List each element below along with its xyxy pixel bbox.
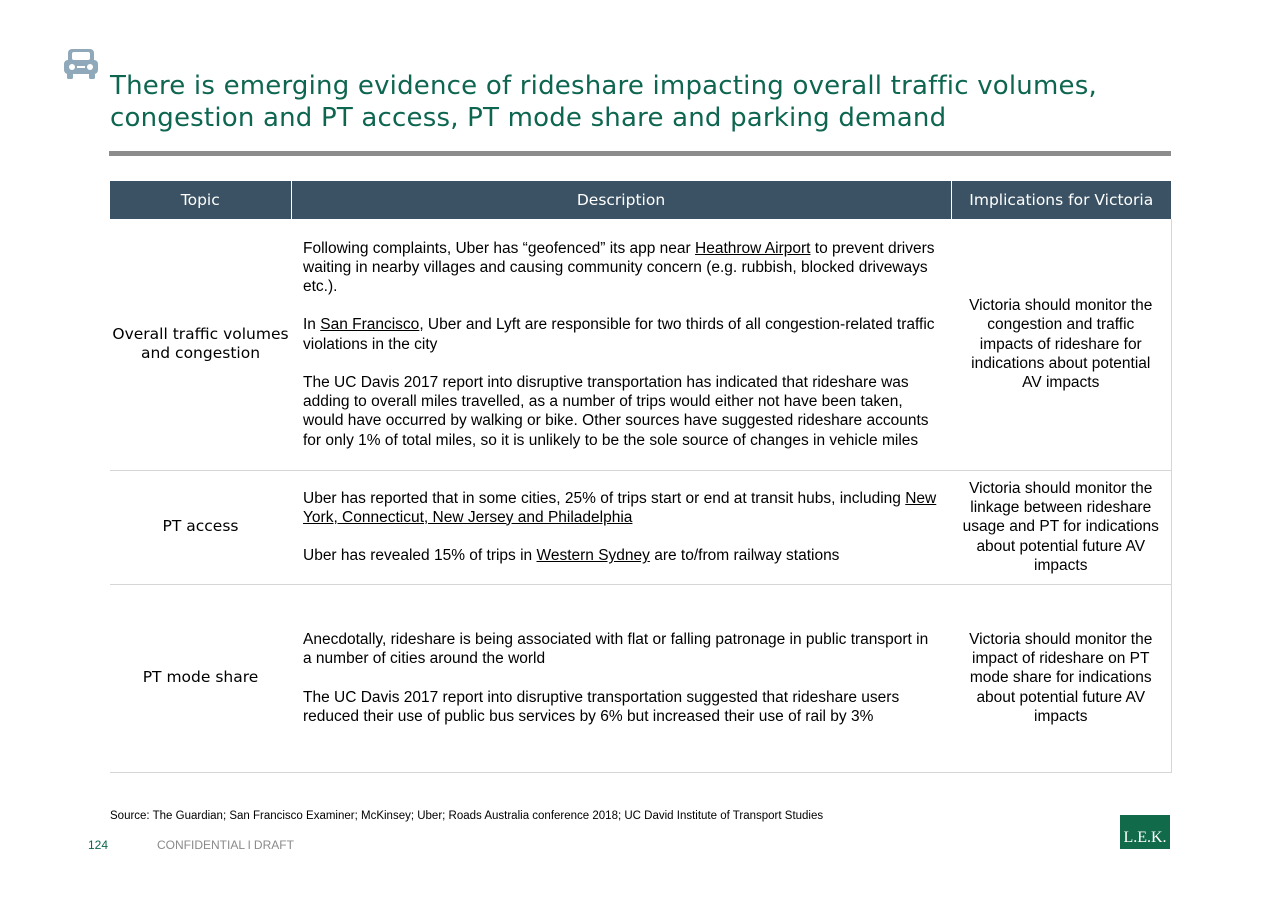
paragraph-text: are to/from railway stations (649, 547, 840, 565)
topic-cell: PT access (110, 470, 291, 584)
paragraph-text: Following complaints, Uber has “geofenced” its app near (303, 239, 696, 257)
confidential-label: CONFIDENTIAL l DRAFT (157, 838, 294, 852)
lek-logo: L.E.K. (1120, 815, 1170, 849)
description-cell (291, 470, 951, 584)
paragraph-text: The UC Davis 2017 report into disruptive transportation has indicated that rideshare was adding to overall miles travelled, as a number of trips would either not have been taken, would have occurred by walking or bike. Other sources have suggested rideshare accounts for only 1% of total miles, so it is unlikely to be the sole source of changes in vehicle miles (303, 374, 929, 449)
page-number: 124 (88, 838, 109, 852)
description-cell (291, 219, 951, 470)
page-title: There is emerging evidence of rideshare impacting overall traffic volumes, congestion and PT access, PT mode share and parking demand (110, 71, 1097, 133)
implications-cell: Victoria should monitor the impact of rideshare on PT mode share for indications about potential future AV impacts (951, 584, 1171, 772)
evidence-table (110, 181, 1172, 773)
topic-cell: PT mode share (110, 584, 291, 772)
place-link: Western Sydney (536, 547, 650, 565)
description-paragraph (303, 373, 939, 450)
paragraph-text: In (303, 316, 321, 334)
title-divider (109, 151, 1171, 156)
implications-cell: Victoria should monitor the linkage between rideshare usage and PT for indications about potential future AV impacts (951, 470, 1171, 584)
description-paragraph (303, 315, 939, 353)
paragraph-text: , Uber and Lyft are responsible for two thirds of all congestion-related traffic violations in the city (303, 316, 935, 353)
topic-cell: Overall traffic volumes and congestion (110, 219, 291, 470)
column-header-topic: Topic (110, 181, 291, 219)
table-row (110, 584, 1171, 772)
column-header-implications: Implications for Victoria (951, 181, 1171, 219)
table-row (110, 219, 1171, 470)
table-row (110, 470, 1171, 584)
place-link: San Francisco (320, 316, 420, 334)
paragraph-text: Uber has revealed 15% of trips in (303, 547, 537, 565)
paragraph-text: to prevent drivers waiting in nearby villages and causing community concern (e.g. rubbish, blocked driveways etc.). (303, 239, 935, 296)
paragraph-text: The UC Davis 2017 report into disruptive transportation suggested that rideshare users reduced their use of public bus services by 6% but increased their use of rail by 3% (303, 688, 900, 725)
place-link: New York, Connecticut, New Jersey and Philadelphia (303, 489, 937, 526)
table-header-row (110, 181, 1171, 219)
place-link: Heathrow Airport (695, 239, 811, 257)
paragraph-text: Uber has reported that in some cities, 25% of trips start or end at transit hubs, including (303, 489, 906, 507)
source-note: Source: The Guardian; San Francisco Examiner; McKinsey; Uber; Roads Australia conference 2018; UC David Institute of Transport Studies (110, 810, 824, 822)
description-paragraph (303, 630, 939, 668)
paragraph-text: Anecdotally, rideshare is being associated with flat or falling patronage in public transport in a number of cities around the world (303, 631, 929, 668)
description-paragraph (303, 546, 939, 565)
car-icon (63, 46, 99, 82)
description-paragraph (303, 489, 939, 527)
column-header-description: Description (291, 181, 951, 219)
implications-cell: Victoria should monitor the congestion and traffic impacts of rideshare for indications about potential AV impacts (951, 219, 1171, 470)
description-paragraph (303, 239, 939, 297)
description-cell (291, 584, 951, 772)
description-paragraph (303, 688, 939, 726)
